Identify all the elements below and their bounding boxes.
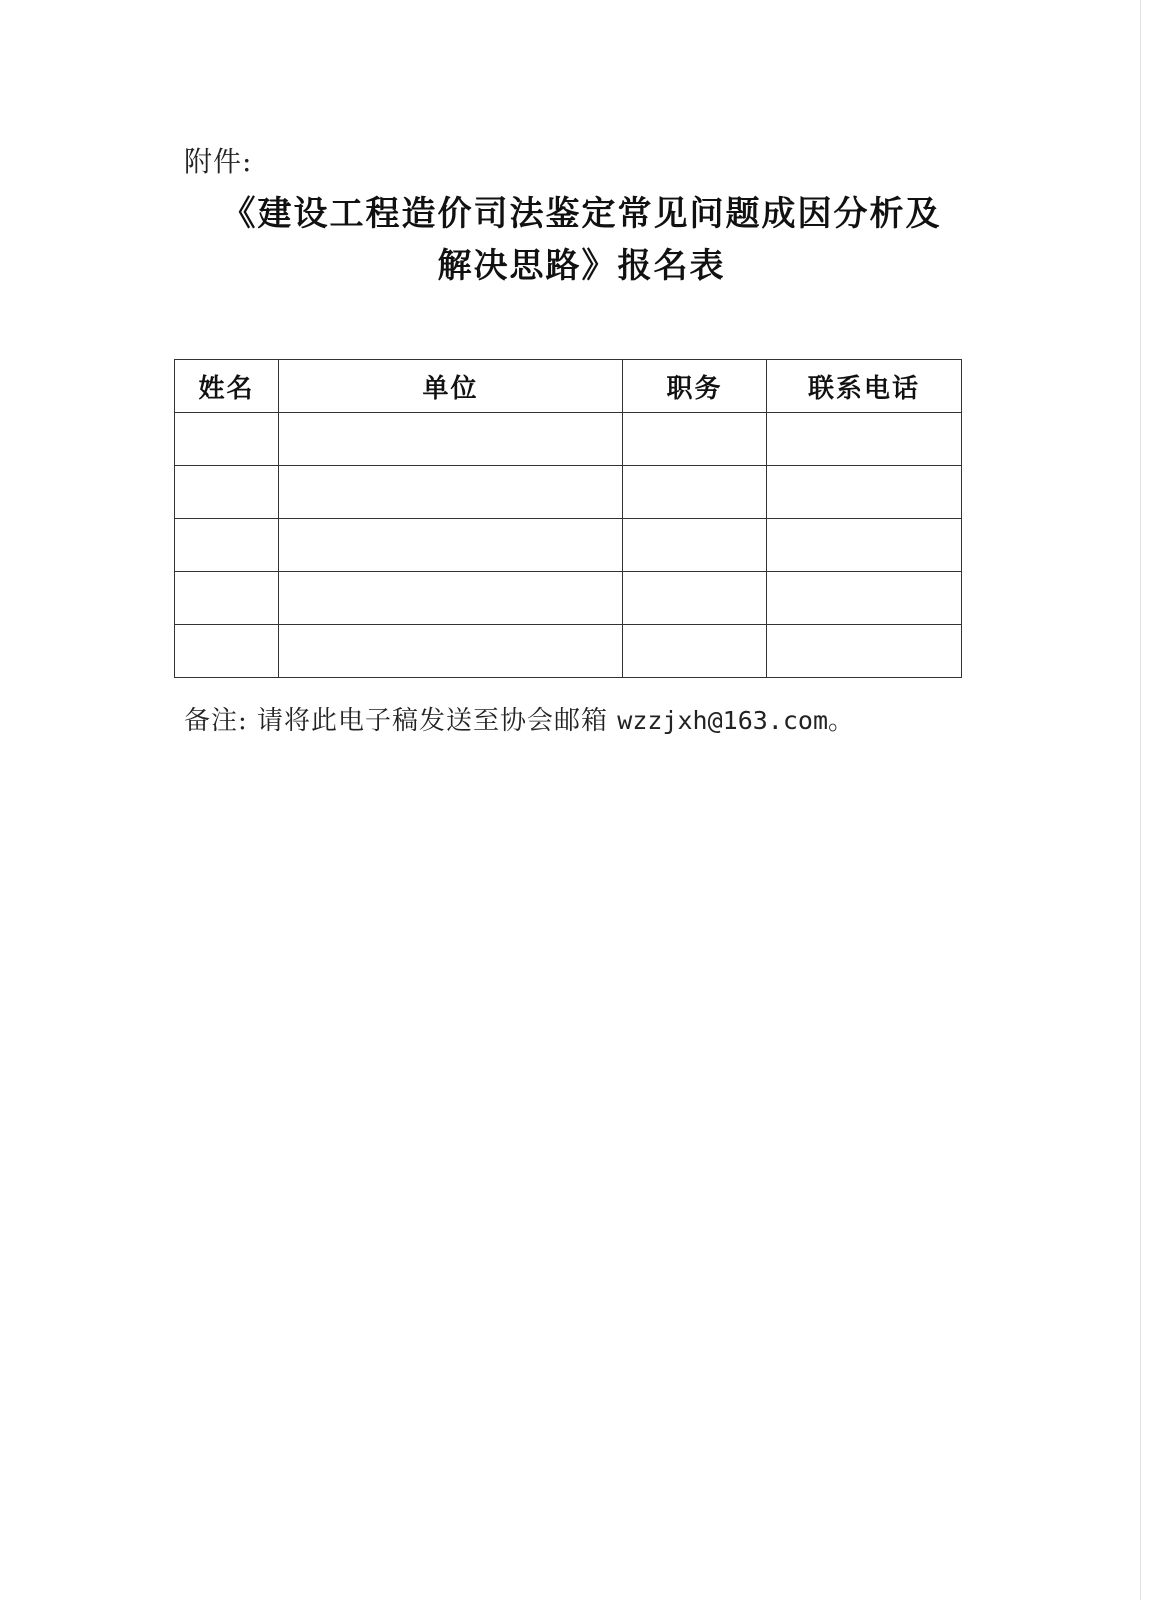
table-header-row [175,360,962,413]
cell-unit[interactable] [279,466,623,519]
cell-phone[interactable] [767,519,962,572]
cell-phone[interactable] [767,572,962,625]
cell-unit[interactable] [279,625,623,678]
cell-position[interactable] [623,625,767,678]
registration-table [174,359,962,678]
note-text: 备注: 请将此电子稿发送至协会邮箱 [184,706,618,736]
header-unit: 单位 [279,360,623,413]
cell-position[interactable] [623,413,767,466]
cell-position[interactable] [623,519,767,572]
cell-position[interactable] [623,466,767,519]
cell-position[interactable] [623,572,767,625]
table-row [175,519,962,572]
header-position: 职务 [623,360,767,413]
table-row [175,466,962,519]
cell-name[interactable] [175,413,279,466]
contact-email[interactable]: wzzjxh@163.com [617,706,829,735]
cell-name[interactable] [175,519,279,572]
form-title-line-1: 《建设工程造价司法鉴定常见问题成因分析及 [221,194,942,234]
header-name: 姓名 [175,360,279,413]
form-title-line-2: 解决思路》报名表 [437,246,726,286]
table-row [175,413,962,466]
note-line [184,700,855,737]
attachment-label: 附件: [184,145,253,178]
cell-unit[interactable] [279,519,623,572]
table-row [175,572,962,625]
cell-unit[interactable] [279,413,623,466]
form-title [0,188,1163,292]
cell-unit[interactable] [279,572,623,625]
cell-phone[interactable] [767,413,962,466]
cell-name[interactable] [175,572,279,625]
note-end: 。 [828,706,856,736]
header-phone: 联系电话 [767,360,962,413]
cell-name[interactable] [175,466,279,519]
cell-phone[interactable] [767,466,962,519]
cell-phone[interactable] [767,625,962,678]
table-row [175,625,962,678]
cell-name[interactable] [175,625,279,678]
